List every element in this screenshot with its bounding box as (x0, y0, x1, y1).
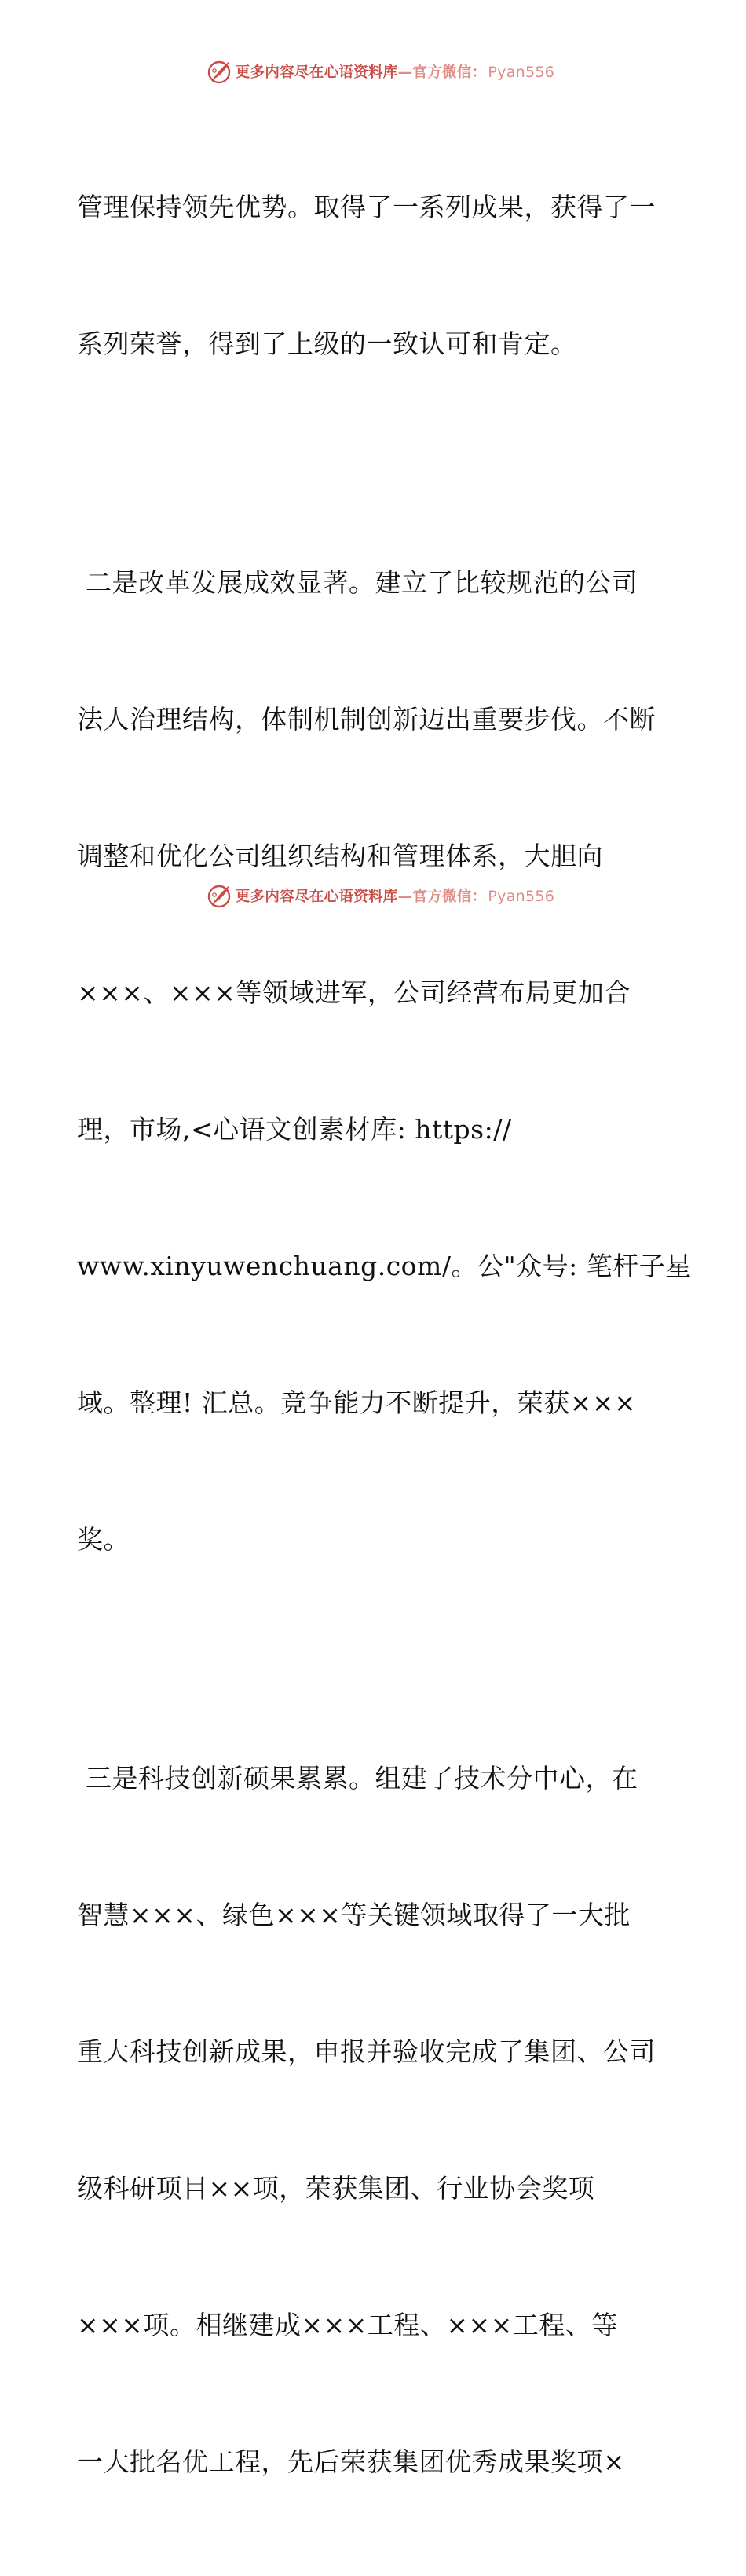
paragraph-3 (77, 1665, 674, 2576)
footer-banner-content (206, 882, 554, 909)
header-banner-content (206, 58, 554, 85)
text-line: 重大科技创新成果，申报并验收完成了集团、公司 (77, 2036, 656, 2067)
paragraph-1 (77, 93, 674, 458)
text-line: ×××项。相继建成×××工程、×××工程、等 (77, 2310, 618, 2340)
text-line: 智慧×××、绿色×××等关键领域取得了一大批 (77, 1900, 631, 1930)
header-banner (0, 56, 746, 87)
text-line: 调整和优化公司组织结构和管理体系，大胆向 (77, 841, 603, 871)
text-line: 管理保持领先优势。取得了一系列成果，获得了一 (77, 192, 656, 222)
footer-banner-wechat-label: —官方微信： (397, 889, 487, 905)
quill-pen-logo-icon (206, 882, 232, 909)
header-banner-title: 更多内容尽在心语资料库 (235, 64, 398, 81)
paragraph-2 (77, 469, 692, 1654)
text-line: 一大批名优工程，先后荣获集团优秀成果奖项× (77, 2446, 626, 2477)
text-line: 系列荣誉，得到了上级的一致认可和肯定。 (77, 328, 577, 359)
footer-banner-wechat-id: Pyan556 (488, 888, 555, 905)
text-line: 域。整理! 汇总。竞争能力不断提升，荣获××× (77, 1387, 637, 1418)
footer-banner-title: 更多内容尽在心语资料库 (235, 889, 398, 905)
text-line: 二是改革发展成效显著。建立了比较规范的公司 (77, 567, 638, 598)
footer-banner (0, 880, 746, 911)
text-line: ×××、×××等领域进军，公司经营布局更加合 (77, 977, 631, 1008)
text-line: 级科研项目××项，荣获集团、行业协会奖项 (77, 2173, 595, 2204)
text-line: 法人治理结构，体制机制创新迈出重要步伐。不断 (77, 704, 656, 735)
quill-pen-logo-icon (206, 58, 232, 85)
document-body (77, 93, 692, 2576)
header-banner-wechat-label: —官方微信： (397, 64, 487, 81)
text-line: 理，市场,<心语文创素材库: https:// (77, 1114, 512, 1145)
text-line: www.xinyuwenchuang.com/。公"众号: 笔杆子星 (77, 1251, 692, 1281)
text-line: 奖。 (77, 1524, 130, 1555)
header-banner-wechat-id: Pyan556 (488, 64, 555, 81)
text-line: 三是科技创新硕果累累。组建了技术分中心，在 (77, 1763, 638, 1794)
